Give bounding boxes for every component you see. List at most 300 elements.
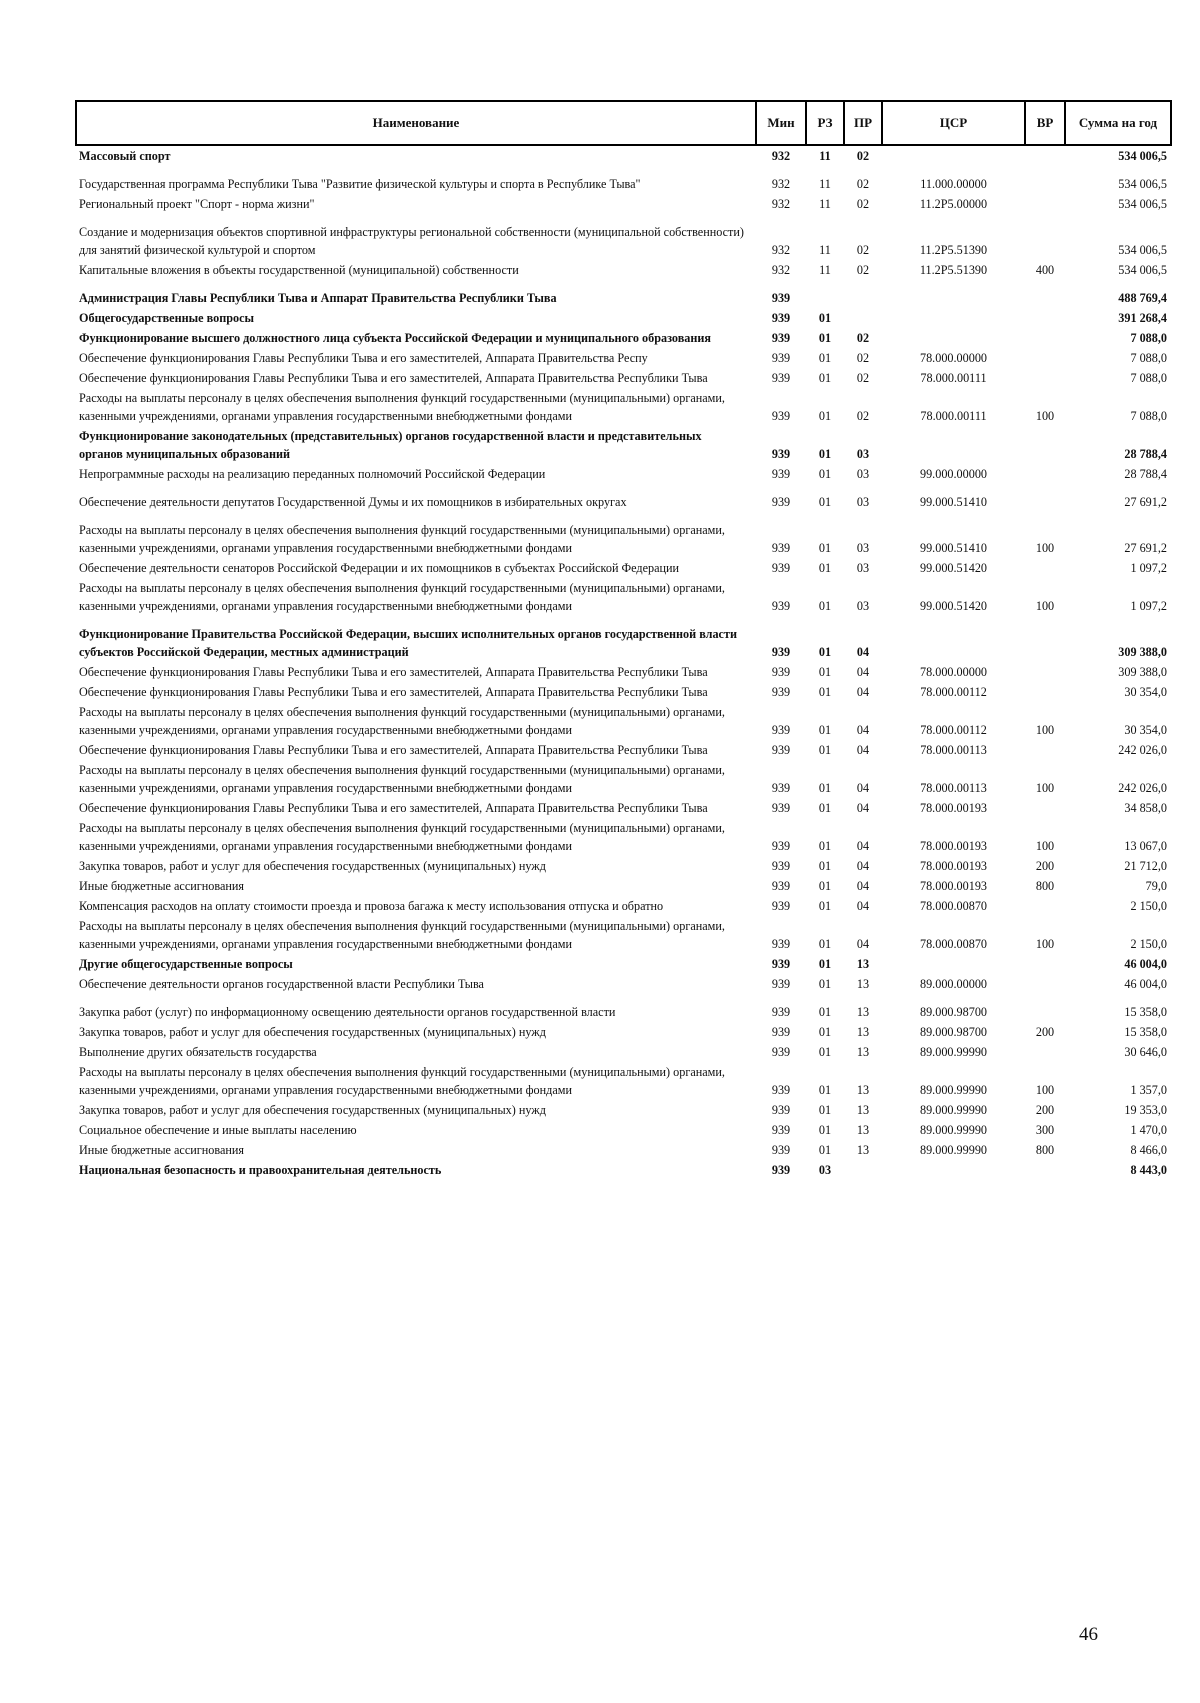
cell-csr: 99.000.51420 (919, 561, 988, 575)
header-pr: ПР (844, 101, 882, 145)
budget-table (75, 100, 1172, 1180)
cell-rz: 01 (818, 371, 832, 385)
cell-sum: 27 691,2 (1124, 495, 1167, 509)
cell-pr: 02 (856, 371, 870, 385)
cell-vr: 200 (1035, 1103, 1055, 1117)
cell-csr (882, 954, 1025, 974)
cell-pr: 02 (856, 243, 870, 257)
table-row (76, 578, 1171, 616)
cell-pr: 13 (856, 1045, 870, 1059)
table-row (76, 558, 1171, 578)
table-body (76, 145, 1171, 1180)
table-row (76, 994, 1171, 1022)
cell-csr: 78.000.00111 (920, 371, 987, 385)
cell-sum: 7 088,0 (1130, 331, 1167, 345)
cell-name: Непрограммные расходы на реализацию переданных полномочий Российской Федерации (79, 467, 546, 481)
cell-min: 932 (771, 243, 791, 257)
cell-vr: 100 (1035, 541, 1055, 555)
cell-min: 939 (771, 1025, 791, 1039)
cell-min: 939 (771, 1123, 791, 1137)
cell-rz: 01 (818, 645, 832, 659)
cell-min: 939 (771, 1045, 791, 1059)
cell-min: 932 (771, 177, 791, 191)
header-name: Наименование (76, 101, 756, 145)
cell-name: Другие общегосударственные вопросы (79, 957, 293, 971)
cell-name: Компенсация расходов на оплату стоимости проезда и провоза багажа к месту использования отпуска и обратно (79, 899, 664, 913)
cell-csr: 78.000.00870 (919, 937, 988, 951)
cell-rz: 01 (818, 599, 832, 613)
cell-csr: 99.000.00000 (919, 467, 988, 481)
header-csr: ЦСР (882, 101, 1025, 145)
cell-rz: 01 (818, 1025, 832, 1039)
cell-csr (882, 280, 1025, 308)
cell-name: Расходы на выплаты персоналу в целях обеспечения выполнения функций государственными (муниципальными) органами, казенными учреждениями, органами управления государственными внебюджетными фондами (79, 763, 725, 795)
cell-csr: 89.000.98700 (919, 1005, 988, 1019)
cell-csr: 78.000.00112 (920, 685, 987, 699)
cell-rz: 01 (818, 1143, 832, 1157)
cell-sum: 79,0 (1145, 879, 1167, 893)
cell-min: 939 (771, 467, 791, 481)
table-row (76, 308, 1171, 328)
cell-rz: 11 (819, 177, 831, 191)
cell-rz: 11 (819, 197, 831, 211)
cell-name: Закупка товаров, работ и услуг для обеспечения государственных (муниципальных) нужд (79, 1103, 546, 1117)
budget-table-sheet (75, 100, 1170, 1180)
cell-vr (1025, 194, 1065, 214)
cell-vr: 800 (1035, 1143, 1055, 1157)
cell-name: Расходы на выплаты персоналу в целях обеспечения выполнения функций государственными (муниципальными) органами, казенными учреждениями, органами управления государственными внебюджетными фондами (79, 581, 725, 613)
cell-rz: 01 (818, 541, 832, 555)
cell-csr: 11.000.00000 (920, 177, 987, 191)
cell-sum: 8 443,0 (1130, 1163, 1167, 1177)
cell-min: 939 (771, 599, 791, 613)
cell-name: Обеспечение деятельности органов государственной власти Республики Тыва (79, 977, 484, 991)
cell-name: Расходы на выплаты персоналу в целях обеспечения выполнения функций государственными (муниципальными) органами, казенными учреждениями, органами управления государственными внебюджетными фондами (79, 391, 725, 423)
cell-sum: 15 358,0 (1124, 1005, 1167, 1019)
cell-min: 932 (771, 197, 791, 211)
table-row (76, 682, 1171, 702)
cell-min: 932 (771, 263, 791, 277)
cell-vr (1025, 214, 1065, 260)
cell-pr: 02 (856, 351, 870, 365)
cell-rz: 01 (818, 859, 832, 873)
table-row (76, 280, 1171, 308)
cell-rz: 11 (819, 149, 831, 163)
cell-vr (1025, 974, 1065, 994)
cell-pr: 03 (856, 495, 870, 509)
cell-vr (1025, 558, 1065, 578)
cell-csr: 78.000.00193 (919, 879, 988, 893)
cell-min: 939 (771, 723, 791, 737)
cell-sum: 7 088,0 (1130, 351, 1167, 365)
header-vr: ВР (1025, 101, 1065, 145)
cell-vr (1025, 896, 1065, 916)
table-row (76, 484, 1171, 512)
header-min: Мин (756, 101, 806, 145)
cell-pr: 13 (856, 1025, 870, 1039)
table-row (76, 974, 1171, 994)
cell-sum: 534 006,5 (1118, 243, 1167, 257)
cell-pr: 02 (856, 197, 870, 211)
cell-sum: 21 712,0 (1124, 859, 1167, 873)
cell-sum: 7 088,0 (1130, 409, 1167, 423)
cell-name: Обеспечение функционирования Главы Республики Тыва и его заместителей, Аппарата Правительства Республики Тыва (79, 371, 708, 385)
cell-name: Капитальные вложения в объекты государственной (муниципальной) собственности (79, 263, 519, 277)
cell-min: 939 (771, 409, 791, 423)
cell-min: 939 (771, 351, 791, 365)
cell-vr: 400 (1035, 263, 1055, 277)
table-header (76, 101, 1171, 145)
cell-vr (1025, 662, 1065, 682)
cell-sum: 391 268,4 (1118, 311, 1167, 325)
cell-vr: 800 (1035, 879, 1055, 893)
table-row (76, 194, 1171, 214)
cell-name: Обеспечение функционирования Главы Республики Тыва и его заместителей, Аппарата Правительства Республики Тыва (79, 801, 708, 815)
cell-pr: 04 (856, 859, 870, 873)
cell-name: Обеспечение деятельности депутатов Государственной Думы и их помощников в избирательных округах (79, 495, 627, 509)
cell-rz (806, 280, 844, 308)
cell-vr: 200 (1035, 859, 1055, 873)
cell-csr: 78.000.00000 (919, 665, 988, 679)
cell-pr: 13 (856, 957, 870, 971)
cell-min: 939 (771, 879, 791, 893)
cell-sum: 534 006,5 (1118, 263, 1167, 277)
cell-rz: 01 (818, 311, 832, 325)
cell-name: Иные бюджетные ассигнования (79, 879, 245, 893)
table-row (76, 798, 1171, 818)
cell-rz: 01 (818, 467, 832, 481)
cell-csr: 11.2Р5.00000 (919, 197, 988, 211)
cell-pr: 13 (856, 1083, 870, 1097)
cell-rz: 01 (818, 331, 832, 345)
cell-min: 939 (771, 957, 791, 971)
cell-vr (1025, 616, 1065, 662)
cell-min: 939 (771, 1163, 791, 1177)
cell-vr: 100 (1035, 781, 1055, 795)
cell-csr: 89.000.00000 (919, 977, 988, 991)
cell-name: Расходы на выплаты персоналу в целях обеспечения выполнения функций государственными (муниципальными) органами, казенными учреждениями, органами управления государственными внебюджетными фондами (79, 821, 725, 853)
cell-vr (1025, 954, 1065, 974)
table-row (76, 328, 1171, 348)
cell-sum: 28 788,4 (1124, 447, 1167, 461)
cell-name: Создание и модернизация объектов спортивной инфраструктуры региональной собственности (муниципальной собственности) для занятий физической культурой и спортом (79, 225, 744, 257)
table-row (76, 512, 1171, 558)
cell-sum: 1 470,0 (1130, 1123, 1167, 1137)
cell-min: 932 (771, 149, 791, 163)
cell-rz: 01 (818, 685, 832, 699)
cell-name: Национальная безопасность и правоохранительная деятельность (79, 1163, 442, 1177)
cell-sum: 309 388,0 (1118, 645, 1167, 659)
cell-min: 939 (771, 977, 791, 991)
cell-name: Иные бюджетные ассигнования (79, 1143, 245, 1157)
cell-csr: 89.000.99990 (919, 1103, 988, 1117)
cell-min: 939 (771, 1005, 791, 1019)
cell-min: 939 (771, 781, 791, 795)
cell-sum: 30 354,0 (1124, 723, 1167, 737)
cell-pr: 13 (856, 977, 870, 991)
table-row (76, 1022, 1171, 1042)
cell-name: Региональный проект "Спорт - норма жизни" (79, 197, 315, 211)
cell-min: 939 (771, 291, 791, 305)
cell-rz: 01 (818, 1083, 832, 1097)
cell-csr: 78.000.00193 (919, 839, 988, 853)
cell-csr: 89.000.99990 (919, 1083, 988, 1097)
cell-csr: 89.000.99990 (919, 1123, 988, 1137)
cell-name: Обеспечение функционирования Главы Республики Тыва и его заместителей, Аппарата Правительства Республики Тыва (79, 665, 708, 679)
table-row (76, 145, 1171, 166)
cell-name: Расходы на выплаты персоналу в целях обеспечения выполнения функций государственными (муниципальными) органами, казенными учреждениями, органами управления государственными внебюджетными фондами (79, 705, 725, 737)
cell-vr (1025, 994, 1065, 1022)
cell-pr: 04 (856, 879, 870, 893)
cell-name: Расходы на выплаты персоналу в целях обеспечения выполнения функций государственными (муниципальными) органами, казенными учреждениями, органами управления государственными внебюджетными фондами (79, 523, 725, 555)
cell-rz: 11 (819, 243, 831, 257)
cell-rz: 01 (818, 665, 832, 679)
cell-name: Выполнение других обязательств государства (79, 1045, 317, 1059)
cell-min: 939 (771, 541, 791, 555)
table-row (76, 1120, 1171, 1140)
table-row (76, 818, 1171, 856)
cell-sum: 46 004,0 (1124, 957, 1167, 971)
cell-rz: 01 (818, 957, 832, 971)
table-row (76, 1140, 1171, 1160)
cell-pr: 04 (856, 839, 870, 853)
table-row (76, 876, 1171, 896)
cell-rz: 03 (818, 1163, 832, 1177)
cell-sum: 19 353,0 (1124, 1103, 1167, 1117)
cell-name: Функционирование Правительства Российской Федерации, высших исполнительных органов государственной власти субъектов Российской Федерации, местных администраций (79, 627, 737, 659)
cell-sum: 2 150,0 (1130, 899, 1167, 913)
cell-min: 939 (771, 645, 791, 659)
cell-pr: 04 (856, 743, 870, 757)
cell-csr (882, 145, 1025, 166)
cell-vr: 100 (1035, 839, 1055, 853)
cell-csr (882, 1160, 1025, 1180)
cell-sum: 13 067,0 (1124, 839, 1167, 853)
cell-vr: 100 (1035, 1083, 1055, 1097)
cell-pr: 03 (856, 561, 870, 575)
cell-vr (1025, 1042, 1065, 1062)
cell-sum: 1 097,2 (1130, 561, 1167, 575)
cell-name: Массовый спорт (79, 149, 171, 163)
cell-sum: 15 358,0 (1124, 1025, 1167, 1039)
cell-name: Администрация Главы Республики Тыва и Аппарат Правительства Республики Тыва (79, 291, 557, 305)
cell-rz: 11 (819, 263, 831, 277)
cell-min: 939 (771, 801, 791, 815)
cell-sum: 30 354,0 (1124, 685, 1167, 699)
cell-pr: 04 (856, 685, 870, 699)
cell-csr (882, 616, 1025, 662)
cell-pr: 03 (856, 541, 870, 555)
cell-sum: 1 097,2 (1130, 599, 1167, 613)
cell-sum: 2 150,0 (1130, 937, 1167, 951)
cell-vr (1025, 426, 1065, 464)
cell-sum: 534 006,5 (1118, 197, 1167, 211)
cell-pr: 04 (856, 645, 870, 659)
cell-name: Функционирование законодательных (представительных) органов государственной власти и представительных органов муниципальных образований (79, 429, 702, 461)
cell-name: Закупка товаров, работ и услуг для обеспечения государственных (муниципальных) нужд (79, 859, 546, 873)
cell-sum: 30 646,0 (1124, 1045, 1167, 1059)
cell-csr: 78.000.00113 (920, 743, 987, 757)
cell-name: Общегосударственные вопросы (79, 311, 255, 325)
header-sum: Сумма на год (1065, 101, 1171, 145)
table-row (76, 896, 1171, 916)
cell-sum: 8 466,0 (1130, 1143, 1167, 1157)
cell-rz: 01 (818, 879, 832, 893)
cell-pr: 04 (856, 781, 870, 795)
cell-sum: 46 004,0 (1124, 977, 1167, 991)
cell-name: Обеспечение функционирования Главы Республики Тыва и его заместителей, Аппарата Правительства Республики Тыва (79, 685, 708, 699)
cell-min: 939 (771, 685, 791, 699)
cell-sum: 1 357,0 (1130, 1083, 1167, 1097)
cell-pr: 02 (856, 331, 870, 345)
header-rz: РЗ (806, 101, 844, 145)
cell-min: 939 (771, 311, 791, 325)
cell-name: Закупка товаров, работ и услуг для обеспечения государственных (муниципальных) нужд (79, 1025, 546, 1039)
cell-vr: 100 (1035, 937, 1055, 951)
cell-rz: 01 (818, 1005, 832, 1019)
cell-rz: 01 (818, 351, 832, 365)
table-row (76, 464, 1171, 484)
cell-pr: 13 (856, 1123, 870, 1137)
cell-pr: 04 (856, 665, 870, 679)
cell-csr: 11.2Р5.51390 (919, 243, 988, 257)
cell-rz: 01 (818, 723, 832, 737)
cell-vr: 300 (1035, 1123, 1055, 1137)
table-row (76, 348, 1171, 368)
cell-sum: 28 788,4 (1124, 467, 1167, 481)
cell-sum: 534 006,5 (1118, 149, 1167, 163)
cell-name: Обеспечение деятельности сенаторов Российской Федерации и их помощников в субъектах Российской Федерации (79, 561, 680, 575)
table-row (76, 1160, 1171, 1180)
cell-vr (1025, 328, 1065, 348)
cell-min: 939 (771, 1143, 791, 1157)
cell-csr (882, 308, 1025, 328)
cell-vr (1025, 682, 1065, 702)
table-row (76, 260, 1171, 280)
cell-pr: 04 (856, 937, 870, 951)
cell-vr: 100 (1035, 409, 1055, 423)
cell-rz: 01 (818, 937, 832, 951)
cell-min: 939 (771, 1083, 791, 1097)
cell-min: 939 (771, 743, 791, 757)
cell-rz: 01 (818, 899, 832, 913)
cell-csr: 89.000.98700 (919, 1025, 988, 1039)
cell-min: 939 (771, 447, 791, 461)
cell-sum: 27 691,2 (1124, 541, 1167, 555)
cell-rz: 01 (818, 839, 832, 853)
cell-pr: 03 (856, 467, 870, 481)
cell-vr (1025, 280, 1065, 308)
cell-name: Расходы на выплаты персоналу в целях обеспечения выполнения функций государственными (муниципальными) органами, казенными учреждениями, органами управления государственными внебюджетными фондами (79, 919, 725, 951)
cell-csr: 78.000.00113 (920, 781, 987, 795)
cell-pr: 02 (856, 263, 870, 277)
cell-min: 939 (771, 859, 791, 873)
cell-name: Функционирование высшего должностного лица субъекта Российской Федерации и муниципального образования (79, 331, 712, 345)
table-row (76, 916, 1171, 954)
cell-rz: 01 (818, 1103, 832, 1117)
table-row (76, 166, 1171, 194)
cell-csr (882, 328, 1025, 348)
cell-vr: 100 (1035, 599, 1055, 613)
cell-min: 939 (771, 561, 791, 575)
cell-rz: 01 (818, 1123, 832, 1137)
cell-sum: 242 026,0 (1118, 743, 1167, 757)
cell-vr (1025, 1160, 1065, 1180)
cell-csr (882, 426, 1025, 464)
cell-name: Обеспечение функционирования Главы Республики Тыва и его заместителей, Аппарата Правительства Республики Тыва (79, 743, 708, 757)
cell-name: Обеспечение функционирования Главы Республики Тыва и его заместителей, Аппарата Правительства Респу (79, 351, 648, 365)
cell-name: Расходы на выплаты персоналу в целях обеспечения выполнения функций государственными (муниципальными) органами, казенными учреждениями, органами управления государственными внебюджетными фондами (79, 1065, 725, 1097)
table-row (76, 1062, 1171, 1100)
cell-csr: 89.000.99990 (919, 1143, 988, 1157)
cell-pr: 02 (856, 409, 870, 423)
cell-csr: 78.000.00193 (919, 801, 988, 815)
cell-csr: 11.2Р5.51390 (919, 263, 988, 277)
cell-vr (1025, 348, 1065, 368)
table-row (76, 616, 1171, 662)
cell-vr (1025, 484, 1065, 512)
cell-rz: 01 (818, 743, 832, 757)
table-row (76, 214, 1171, 260)
cell-min: 939 (771, 371, 791, 385)
cell-vr: 200 (1035, 1025, 1055, 1039)
cell-pr: 03 (856, 599, 870, 613)
cell-pr: 04 (856, 723, 870, 737)
table-row (76, 856, 1171, 876)
table-row (76, 426, 1171, 464)
cell-pr: 13 (856, 1103, 870, 1117)
table-row (76, 368, 1171, 388)
cell-rz: 01 (818, 447, 832, 461)
cell-rz: 01 (818, 1045, 832, 1059)
cell-pr: 04 (856, 801, 870, 815)
cell-sum: 7 088,0 (1130, 371, 1167, 385)
cell-sum: 309 388,0 (1118, 665, 1167, 679)
cell-sum: 488 769,4 (1118, 291, 1167, 305)
cell-csr: 89.000.99990 (919, 1045, 988, 1059)
cell-min: 939 (771, 899, 791, 913)
cell-csr: 78.000.00000 (919, 351, 988, 365)
table-row (76, 954, 1171, 974)
cell-vr (1025, 166, 1065, 194)
cell-csr: 99.000.51410 (919, 495, 988, 509)
cell-rz: 01 (818, 561, 832, 575)
cell-pr (844, 280, 882, 308)
cell-pr: 02 (856, 149, 870, 163)
cell-name: Социальное обеспечение и иные выплаты населению (79, 1123, 357, 1137)
table-row (76, 388, 1171, 426)
cell-pr: 13 (856, 1005, 870, 1019)
cell-csr: 78.000.00193 (919, 859, 988, 873)
cell-vr (1025, 308, 1065, 328)
table-row (76, 702, 1171, 740)
cell-rz: 01 (818, 409, 832, 423)
cell-csr: 78.000.00112 (920, 723, 987, 737)
cell-sum: 34 858,0 (1124, 801, 1167, 815)
cell-min: 939 (771, 937, 791, 951)
table-row (76, 662, 1171, 682)
cell-pr: 02 (856, 177, 870, 191)
cell-min: 939 (771, 839, 791, 853)
page-number: 46 (1079, 1624, 1098, 1645)
cell-vr (1025, 368, 1065, 388)
cell-rz: 01 (818, 977, 832, 991)
cell-vr (1025, 740, 1065, 760)
table-row (76, 1042, 1171, 1062)
cell-min: 939 (771, 1103, 791, 1117)
cell-name: Государственная программа Республики Тыва "Развитие физической культуры и спорта в Республике Тыва" (79, 177, 641, 191)
cell-vr (1025, 798, 1065, 818)
